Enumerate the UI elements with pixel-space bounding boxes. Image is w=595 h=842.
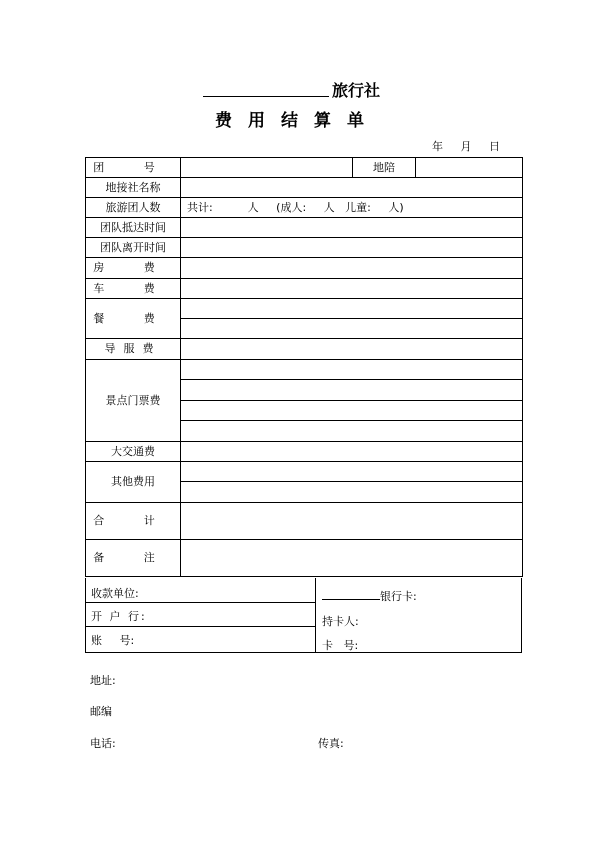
team-no-label: 团 号 (86, 158, 181, 178)
remarks-label: 备 注 (86, 540, 181, 577)
car-fee-label: 车 费 (86, 279, 181, 299)
departure-time-label: 团队离开时间 (86, 238, 181, 258)
remarks-field[interactable] (181, 540, 523, 577)
group-size-field[interactable]: 共计: 人 (成人: 人 儿童: 人) (181, 198, 523, 218)
bank-line-2 (86, 626, 315, 627)
transport-fee-field[interactable] (181, 442, 523, 462)
ticket-fee-field-2[interactable] (181, 380, 523, 401)
bank-line-1 (86, 602, 315, 603)
other-fee-field-1[interactable] (181, 462, 523, 482)
guide-fee-field[interactable] (181, 339, 523, 360)
ticket-fee-field-3[interactable] (181, 401, 523, 421)
other-fee-field-2[interactable] (181, 482, 523, 503)
meal-fee-field-1[interactable] (181, 299, 523, 319)
total-label: 合 计 (86, 503, 181, 540)
escort-field[interactable] (416, 158, 523, 178)
group-size-label: 旅游团人数 (86, 198, 181, 218)
card-holder-label: 持卡人: (322, 615, 359, 628)
arrival-time-field[interactable] (181, 218, 523, 238)
escort-label: 地陪 (353, 158, 416, 178)
other-fee-label: 其他费用 (86, 462, 181, 503)
agency-name-blank[interactable] (203, 96, 329, 97)
local-agency-field[interactable] (181, 178, 523, 198)
settlement-table (85, 157, 523, 577)
card-number-label: 卡 号: (322, 639, 359, 652)
payee-label: 收款单位: (91, 587, 139, 600)
local-agency-label: 地接社名称 (86, 178, 181, 198)
bank-name-label: 开 户 行: (91, 610, 147, 623)
bank-card-line (322, 588, 417, 604)
car-fee-field[interactable] (181, 279, 523, 299)
ticket-fee-label: 景点门票费 (86, 360, 181, 442)
meal-fee-label: 餐 费 (86, 299, 181, 339)
bank-name-blank[interactable] (322, 589, 380, 600)
account-label: 账 号: (91, 634, 135, 647)
ticket-fee-field-4[interactable] (181, 421, 523, 442)
bank-info-section (85, 578, 522, 653)
transport-fee-label: 大交通费 (86, 442, 181, 462)
address-label: 地址: (90, 674, 116, 687)
room-fee-field[interactable] (181, 258, 523, 279)
fax-label: 传真: (318, 737, 344, 750)
departure-time-field[interactable] (181, 238, 523, 258)
guide-fee-label: 导服费 (86, 339, 181, 360)
room-fee-label: 房 费 (86, 258, 181, 279)
total-field[interactable] (181, 503, 523, 540)
bank-divider (315, 578, 316, 652)
agency-suffix: 旅行社 (332, 81, 381, 100)
meal-fee-field-2[interactable] (181, 319, 523, 339)
date-line: 年 月 日 (432, 140, 500, 153)
arrival-time-label: 团队抵达时间 (86, 218, 181, 238)
bank-card-label: 银行卡: (380, 590, 417, 603)
ticket-fee-field-1[interactable] (181, 360, 523, 380)
postcode-label: 邮编 (90, 705, 112, 718)
form-title: 费用结算单 (215, 111, 380, 131)
team-no-field[interactable] (181, 158, 353, 178)
phone-label: 电话: (90, 737, 116, 750)
